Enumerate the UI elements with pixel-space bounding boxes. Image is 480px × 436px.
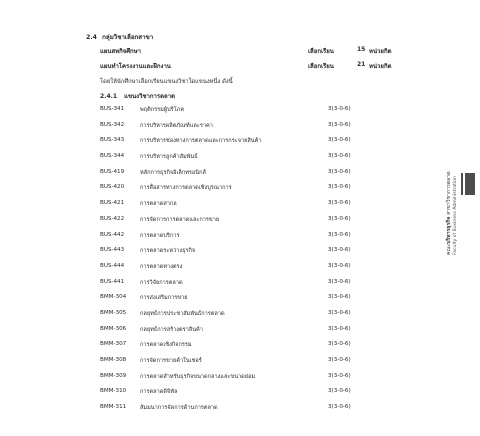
course-row — [100, 278, 420, 294]
course-code: BMM-306 — [100, 325, 127, 332]
tab-divider — [461, 173, 463, 195]
faculty-english: Faculty of Business Administration — [453, 176, 458, 255]
course-credit: 3(3-0-6) — [328, 153, 351, 160]
course-credit: 3(3-0-6) — [328, 309, 351, 316]
course-title: การตลาดดิจิทัล — [140, 389, 178, 396]
course-title: การบริหารลูกค้าสัมพันธ์ — [140, 154, 198, 161]
subsection-heading — [100, 91, 175, 101]
course-code: BUS-443 — [100, 247, 125, 254]
course-title: สัมมนาการจัดการด้านการตลาด — [140, 405, 218, 412]
faculty-prefix: คณะ — [446, 243, 452, 255]
intro-text: โดยให้นักศึกษาเลือกเรียนแขนงวิชาใดแขนงหนึ่ง ดังนี้ — [100, 79, 233, 85]
course-credit: 3(3-0-6) — [328, 278, 351, 285]
course-code: BUS-343 — [100, 137, 125, 144]
course-code: BUS-342 — [100, 121, 125, 128]
course-credit: 3(3-0-6) — [328, 247, 351, 254]
course-row — [100, 183, 420, 199]
section-heading — [86, 32, 153, 44]
course-credit: 3(3-0-6) — [328, 294, 351, 301]
course-credit: 3(3-0-6) — [328, 121, 351, 128]
course-credit: 3(3-0-6) — [328, 168, 351, 175]
side-tab — [439, 165, 475, 255]
course-row — [100, 136, 420, 152]
section-title: กลุ่มวิชาเลือกสาขา — [102, 34, 154, 41]
course-code: BUS-341 — [100, 106, 125, 112]
course-title: การบริหารช่องทางการตลาดและการกระจายสินค้า — [140, 138, 262, 145]
course-row — [100, 356, 420, 372]
course-code: BUS-444 — [100, 262, 125, 269]
course-row — [100, 231, 420, 247]
track-name: แผนทำโครงงานและฝึกงาน — [100, 63, 171, 70]
course-title: พฤติกรรมผู้บริโภค — [140, 107, 185, 113]
course-row — [100, 168, 420, 184]
course-title: การตลาดบริการ — [140, 232, 180, 239]
course-code: BUS-420 — [100, 184, 125, 191]
course-row — [100, 340, 420, 356]
track-credit-count: 15 — [357, 46, 366, 53]
course-row — [100, 309, 420, 325]
course-title: กลยุทธ์การสร้างตราสินค้า — [140, 326, 203, 333]
section-number: 2.4 — [86, 34, 97, 41]
track-credit-count: 21 — [357, 61, 366, 68]
course-title: การตลาดเชิงกิจกรรม — [140, 342, 192, 349]
course-code: BUS-441 — [100, 278, 125, 285]
subsection-number: 2.4.1 — [100, 93, 118, 100]
course-title: การตลาดสากล — [140, 201, 177, 208]
course-row — [100, 372, 420, 388]
course-code: BMM-305 — [100, 309, 127, 316]
course-title: การสื่อสารทางการตลาดเชิงบูรณาการ — [140, 185, 232, 192]
course-credit: 3(3-0-6) — [328, 200, 351, 207]
course-title: การบริหารผลิตภัณฑ์และราคา — [140, 122, 213, 129]
course-credit: 3(3-0-6) — [328, 372, 351, 379]
course-title: การตลาดระหว่างธุรกิจ — [140, 248, 196, 255]
course-credit: 3(3-0-6) — [328, 357, 351, 363]
track-row — [100, 61, 400, 72]
course-credit: 3(3-0-6) — [328, 215, 351, 222]
course-list — [100, 105, 420, 419]
course-row — [100, 262, 420, 278]
course-code: BUS-442 — [100, 231, 125, 238]
track-credit-unit: หน่วยกิต — [369, 63, 392, 70]
course-title: การตลาดทางตรง — [140, 263, 183, 270]
track-row — [100, 46, 400, 57]
course-row — [100, 215, 420, 231]
course-code: BMM-309 — [100, 372, 127, 379]
course-title: การจัดการการตลาดและการขาย — [140, 216, 220, 223]
course-title: หลักการธุรกิจอิเล็กทรอนิกส์ — [140, 169, 206, 176]
course-row — [100, 199, 420, 215]
course-credit: 3(3-0-6) — [328, 388, 351, 395]
course-code: BUS-422 — [100, 215, 125, 222]
course-title: การส่งเสริมการขาย — [140, 295, 188, 302]
course-credit: 3(3-0-6) — [328, 231, 351, 238]
course-row — [100, 105, 420, 121]
course-credit: 3(3-0-6) — [328, 137, 351, 144]
course-code: BMM-307 — [100, 341, 127, 348]
course-row — [100, 325, 420, 341]
course-code: BUS-344 — [100, 153, 125, 160]
course-row — [100, 403, 420, 419]
track-choice: เลือกเรียน — [308, 63, 334, 70]
course-credit: 3(3-0-6) — [328, 341, 351, 348]
faculty-name: บริหารธุรกิจ — [446, 216, 452, 244]
course-code: BMM-308 — [100, 357, 127, 363]
faculty-label — [445, 171, 453, 255]
program-name: สาขาวิชาการตลาด — [446, 171, 452, 215]
course-credit: 3(3-0-6) — [328, 325, 351, 332]
page-number-tab — [465, 173, 475, 195]
course-row — [100, 387, 420, 403]
course-credit: 3(3-0-6) — [328, 262, 351, 269]
course-code: BMM-311 — [100, 404, 127, 411]
course-credit: 3(3-0-6) — [328, 404, 351, 411]
course-row — [100, 293, 420, 309]
course-code: BMM-310 — [100, 388, 127, 395]
course-row — [100, 152, 420, 168]
course-credit: 3(3-0-6) — [328, 106, 351, 112]
course-code: BMM-304 — [100, 294, 127, 301]
track-choice: เลือกเรียน — [308, 48, 334, 55]
course-row — [100, 121, 420, 137]
course-title: การตลาดสำหรับธุรกิจขนาดกลางและขนาดย่อม — [140, 373, 256, 380]
course-code: BUS-419 — [100, 168, 125, 175]
course-code: BUS-421 — [100, 200, 125, 207]
course-title: กลยุทธ์การประชาสัมพันธ์การตลาด — [140, 310, 225, 317]
track-name: แผนสหกิจศึกษา — [100, 48, 142, 55]
subsection-title: แขนงวิชาการตลาด — [124, 93, 175, 100]
track-credit-unit: หน่วยกิต — [369, 48, 392, 55]
course-credit: 3(3-0-6) — [328, 184, 351, 191]
course-title: การวิจัยการตลาด — [140, 279, 183, 286]
course-row — [100, 246, 420, 262]
course-title: การจัดการขายค้าในเชอร์ — [140, 358, 202, 364]
